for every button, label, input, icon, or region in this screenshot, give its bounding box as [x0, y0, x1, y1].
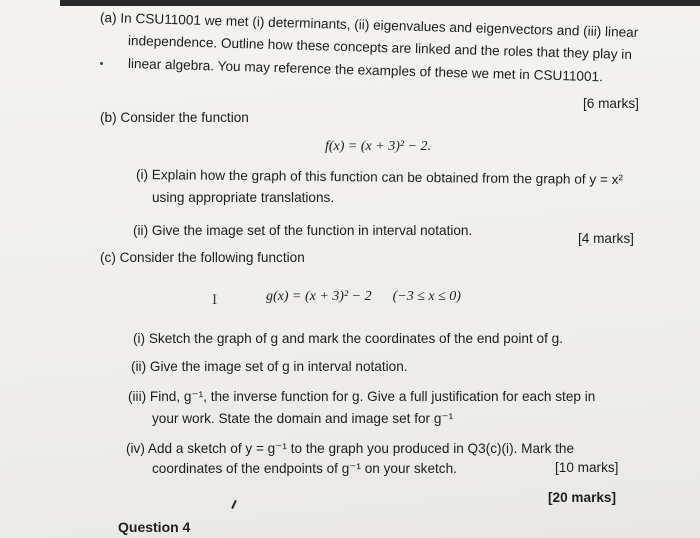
question-total-marks: [20 marks]	[548, 490, 617, 505]
pen-mark	[231, 500, 237, 509]
text-cursor-icon: I	[212, 293, 218, 308]
part-c-iv-line-1: (iv) Add a sketch of y = g⁻¹ to the graph you produced in Q3(c)(i). Mark the	[126, 441, 575, 456]
part-c-i: (i) Sketch the graph of g and mark the coordinates of the end point of g.	[133, 331, 563, 346]
part-b-intro: (b) Consider the function	[100, 110, 249, 125]
part-a-line-3: linear algebra. You may reference the examples of these we met in CSU11001.	[127, 56, 604, 85]
part-c-iv-line-2: coordinates of the endpoints of g⁻¹ on your sketch.	[152, 461, 457, 476]
margin-speck	[100, 62, 103, 65]
part-a-line-1: (a) In CSU11001 we met (i) determinants, (ii) eigenvalues and eigenvectors and (iii) linear	[99, 10, 639, 41]
part-c-marks: [10 marks]	[555, 460, 619, 475]
part-a-marks: [6 marks]	[583, 96, 639, 111]
photo-edge-shadow	[60, 0, 700, 6]
part-c-intro: (c) Consider the following function	[100, 250, 305, 265]
part-c-ii: (ii) Give the image set of g in interval notation.	[131, 359, 408, 374]
part-b-ii: (ii) Give the image set of the function in interval notation.	[133, 223, 473, 238]
next-question-heading: Question 4	[118, 519, 191, 535]
part-c-function: g(x) = (x + 3)² − 2 (−3 ≤ x ≤ 0)	[266, 289, 461, 304]
part-c-iii-line-1: (iii) Find, g⁻¹, the inverse function for g. Give a full justification for each step in	[128, 389, 596, 404]
part-b-i-line-1: (i) Explain how the graph of this function can be obtained from the graph of y = x²	[135, 167, 624, 188]
part-b-function: f(x) = (x + 3)² − 2.	[325, 139, 432, 154]
part-b-marks: [4 marks]	[578, 231, 634, 246]
part-c-iii-line-2: your work. State the domain and image set for g⁻¹	[152, 411, 454, 426]
part-b-i-line-2: using appropriate translations.	[152, 190, 335, 205]
part-a-line-2: independence. Outline how these concepts are linked and the roles that they play in	[127, 33, 633, 63]
